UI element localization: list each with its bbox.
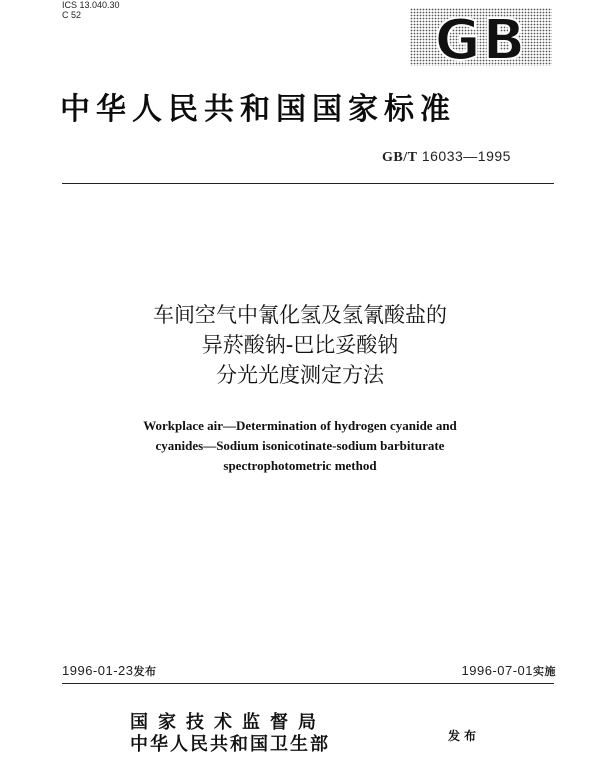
chinese-title xyxy=(40,300,560,390)
issuer-line-2: 中华人民共和国卫生部 xyxy=(130,734,330,755)
english-title xyxy=(60,416,540,476)
implement-date xyxy=(462,663,557,679)
issuing-authorities xyxy=(130,712,330,756)
english-title-line-3: spectrophotometric method xyxy=(223,458,377,473)
logo-text: GB xyxy=(434,8,528,66)
english-title-line-1: Workplace air—Determination of hydrogen cyanide and xyxy=(143,418,457,433)
standard-number xyxy=(382,148,511,166)
publish-date xyxy=(62,663,157,679)
footer-divider xyxy=(62,683,554,684)
header-divider xyxy=(62,183,554,184)
issue-action: 发布 xyxy=(448,729,481,743)
ics-code: ICS 13.040.30 xyxy=(62,0,120,10)
chinese-title-line-3: 分光光度测定方法 xyxy=(216,363,384,387)
implement-date-value: 1996-07-01 xyxy=(461,663,533,678)
standard-code: 16033—1995 xyxy=(421,148,511,164)
class-code: C 52 xyxy=(62,10,82,20)
standard-title: 中华人民共和国国家标准 xyxy=(60,92,456,127)
publish-label: 发布 xyxy=(133,665,157,678)
english-title-line-2: cyanides—Sodium isonicotinate-sodium barbiturate xyxy=(155,438,445,453)
ics-classification xyxy=(62,0,120,20)
implement-label: 实施 xyxy=(533,665,556,678)
standard-prefix: GB/T xyxy=(382,150,418,165)
issuer-line-1: 国家技术监督局 xyxy=(130,712,326,733)
publish-date-value: 1996-01-23 xyxy=(62,663,134,678)
chinese-title-line-2: 异菸酸钠-巴比妥酸钠 xyxy=(201,333,399,357)
gb-logo xyxy=(410,8,552,66)
chinese-title-line-1: 车间空气中氰化氢及氢氰酸盐的 xyxy=(153,303,447,327)
